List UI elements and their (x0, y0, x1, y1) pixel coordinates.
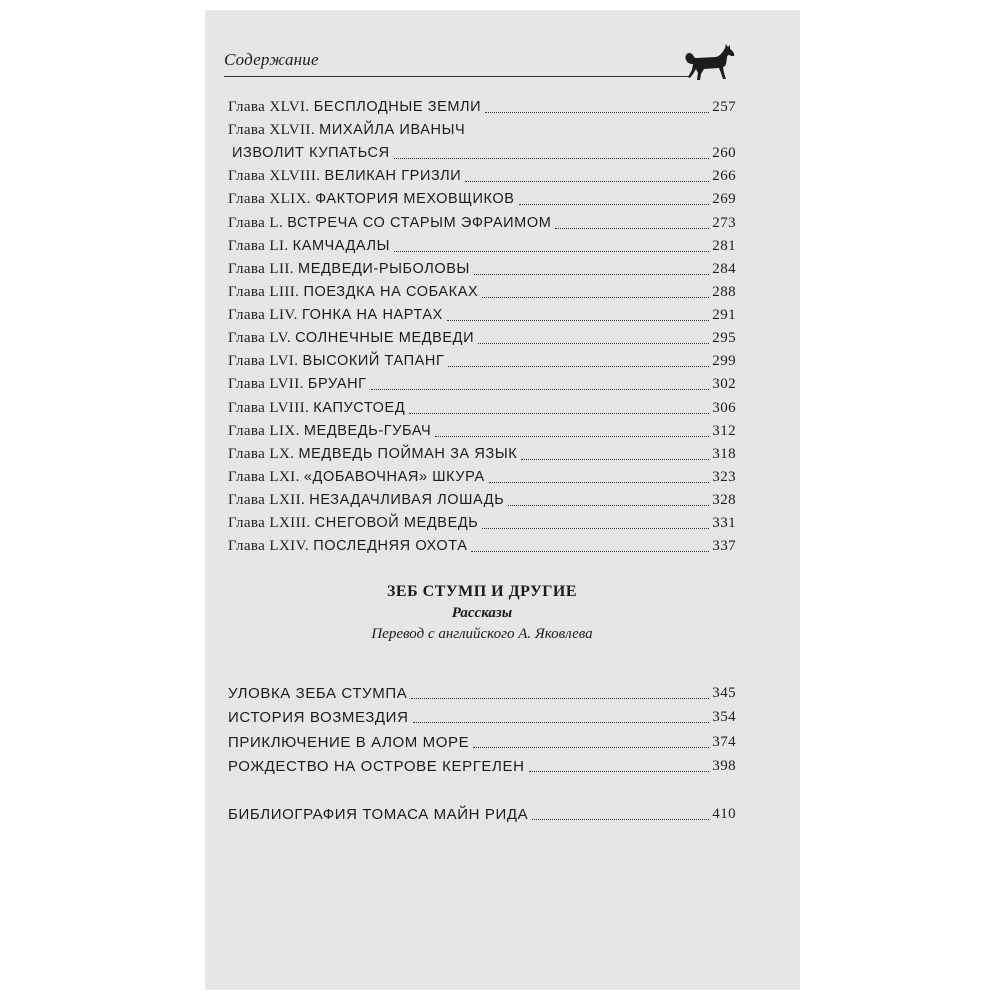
page-number: 374 (712, 734, 736, 750)
story-title: ИСТОРИЯ ВОЗМЕЗДИЯ (228, 709, 409, 726)
page-number: 281 (712, 238, 736, 254)
story-title: УЛОВКА ЗЕБА СТУМПА (228, 685, 408, 702)
toc-entry (228, 163, 736, 185)
chapter-title: КАПУСТОЕД (313, 400, 406, 416)
toc-entry (228, 395, 736, 417)
page-number: 328 (712, 492, 736, 508)
dot-leader (532, 819, 709, 820)
section-heading (228, 583, 736, 643)
chapter-number: Глава LXIII. (228, 515, 311, 531)
toc-entry (228, 487, 736, 509)
toc-entry (228, 117, 736, 139)
section-subtitle: Рассказы (451, 605, 513, 621)
dot-leader (482, 297, 709, 298)
chapter-title: ПОСЛЕДНЯЯ ОХОТА (313, 538, 468, 554)
dot-leader (371, 389, 710, 390)
page-number: 318 (712, 446, 736, 462)
toc-entry (228, 464, 736, 486)
page-number: 323 (712, 469, 736, 485)
chapter-title: БЕСПЛОДНЫЕ ЗЕМЛИ (313, 99, 482, 115)
chapter-title: МИХАЙЛА ИВАНЫЧ (319, 122, 466, 138)
page-number: 260 (712, 145, 736, 161)
chapter-number: Глава XLVIII. (228, 168, 321, 184)
chapter-title: ВСТРЕЧА СО СТАРЫМ ЭФРАИМОМ (287, 215, 552, 231)
chapter-number: Глава LII. (228, 261, 294, 277)
page-number: 288 (712, 284, 736, 300)
header-rule (224, 76, 689, 77)
chapter-title: НЕЗАДАЧЛИВАЯ ЛОШАДЬ (309, 492, 505, 508)
chapter-number: Глава LV. (228, 330, 292, 346)
page-number: 312 (712, 423, 736, 439)
chapter-number: Глава LIII. (228, 284, 300, 300)
toc-entry (228, 348, 736, 370)
dot-leader (471, 551, 709, 552)
page-number: 266 (712, 168, 736, 184)
dot-leader (508, 505, 709, 506)
toc-entry (228, 729, 736, 751)
dot-leader (474, 274, 709, 275)
chapter-title: ВЕЛИКАН ГРИЗЛИ (324, 168, 462, 184)
dot-leader (519, 204, 710, 205)
toc-entry (228, 704, 736, 726)
toc-entry (228, 418, 736, 440)
story-title: ПРИКЛЮЧЕНИЕ В АЛОМ МОРЕ (228, 734, 470, 751)
page-number: 302 (712, 376, 736, 392)
chapter-title: МЕДВЕДИ-РЫБОЛОВЫ (298, 261, 470, 277)
toc-entry (228, 801, 736, 823)
chapter-number: Глава L. (228, 215, 284, 231)
dot-leader (394, 158, 710, 159)
page-number: 257 (712, 99, 736, 115)
chapter-title: КАМЧАДАЛЫ (292, 238, 391, 254)
toc-entry (228, 140, 736, 162)
chapter-number: Глава LVII. (228, 376, 304, 392)
page-number: 410 (712, 806, 736, 822)
chapter-title: ИЗВОЛИТ КУПАТЬСЯ (232, 145, 390, 161)
dot-leader (485, 112, 709, 113)
page-number: 337 (712, 538, 736, 554)
toc-entry (228, 279, 736, 301)
chapter-number: Глава LXIV. (228, 538, 310, 554)
chapter-title: МЕДВЕДЬ-ГУБАЧ (303, 423, 432, 439)
toc-entry (228, 533, 736, 555)
chapter-title: ФАКТОРИЯ МЕХОВЩИКОВ (315, 191, 515, 207)
toc-entry (228, 256, 736, 278)
chapter-title: ПОЕЗДКА НА СОБАКАХ (303, 284, 479, 300)
page-number: 284 (712, 261, 736, 277)
chapter-number: Глава LXI. (228, 469, 300, 485)
story-title: РОЖДЕСТВО НА ОСТРОВЕ КЕРГЕЛЕН (228, 758, 525, 775)
toc-entry (228, 94, 736, 116)
dot-leader (447, 320, 709, 321)
toc-entry (228, 210, 736, 232)
chapter-title: СОЛНЕЧНЫЕ МЕДВЕДИ (295, 330, 475, 346)
dot-leader (489, 482, 710, 483)
chapter-number: Глава XLIX. (228, 191, 311, 207)
dot-leader (411, 698, 709, 699)
chapter-title: БРУАНГ (307, 376, 367, 392)
toc-entry (228, 510, 736, 532)
toc-entry (228, 186, 736, 208)
chapter-title: ГОНКА НА НАРТАХ (301, 307, 443, 323)
dot-leader (448, 366, 709, 367)
page-number: 354 (712, 709, 736, 725)
toc-entry (228, 325, 736, 347)
chapter-number: Глава LIX. (228, 423, 300, 439)
dot-leader (465, 181, 709, 182)
chapter-title: «ДОБАВОЧНАЯ» ШКУРА (303, 469, 485, 485)
page-number: 345 (712, 685, 736, 701)
chapter-number: Глава LX. (228, 446, 295, 462)
toc-entry (228, 371, 736, 393)
toc-entry (228, 302, 736, 324)
dot-leader (435, 436, 709, 437)
dot-leader (394, 251, 709, 252)
chapter-number: Глава LXII. (228, 492, 306, 508)
page-header (224, 50, 739, 82)
chapter-title: СНЕГОВОЙ МЕДВЕДЬ (314, 515, 479, 531)
chapter-title: МЕДВЕДЬ ПОЙМАН ЗА ЯЗЫК (298, 446, 518, 462)
page-number: 295 (712, 330, 736, 346)
dot-leader (482, 528, 709, 529)
header-title: Содержание (224, 50, 319, 69)
bibliography-title: БИБЛИОГРАФИЯ ТОМАСА МАЙН РИДА (228, 806, 529, 823)
chapter-title: ВЫСОКИЙ ТАПАНГ (302, 353, 445, 369)
toc-entry (228, 680, 736, 702)
dot-leader (473, 747, 709, 748)
dot-leader (521, 459, 709, 460)
chapter-number: Глава LIV. (228, 307, 298, 323)
section-title: ЗЕБ СТУМП И ДРУГИЕ (386, 583, 578, 600)
translator-note: Перевод с английского А. Яковлева (371, 626, 593, 642)
dot-leader (555, 228, 709, 229)
page-number: 331 (712, 515, 736, 531)
dot-leader (409, 413, 709, 414)
dot-leader (529, 771, 710, 772)
page-number: 269 (712, 191, 736, 207)
dot-leader (478, 343, 709, 344)
chapter-number: Глава XLVI. (228, 99, 310, 115)
dot-leader (413, 722, 710, 723)
page-number: 398 (712, 758, 736, 774)
page-number: 306 (712, 400, 736, 416)
toc-entry (228, 441, 736, 463)
toc-entry (228, 753, 736, 775)
toc-entry (228, 233, 736, 255)
page-number: 299 (712, 353, 736, 369)
page-number: 291 (712, 307, 736, 323)
page-number: 273 (712, 215, 736, 231)
chapter-number: Глава LVIII. (228, 400, 310, 416)
chapter-number: Глава XLVII. (228, 122, 315, 138)
chapter-number: Глава LVI. (228, 353, 299, 369)
horse-icon (682, 42, 738, 82)
chapter-number: Глава LI. (228, 238, 289, 254)
